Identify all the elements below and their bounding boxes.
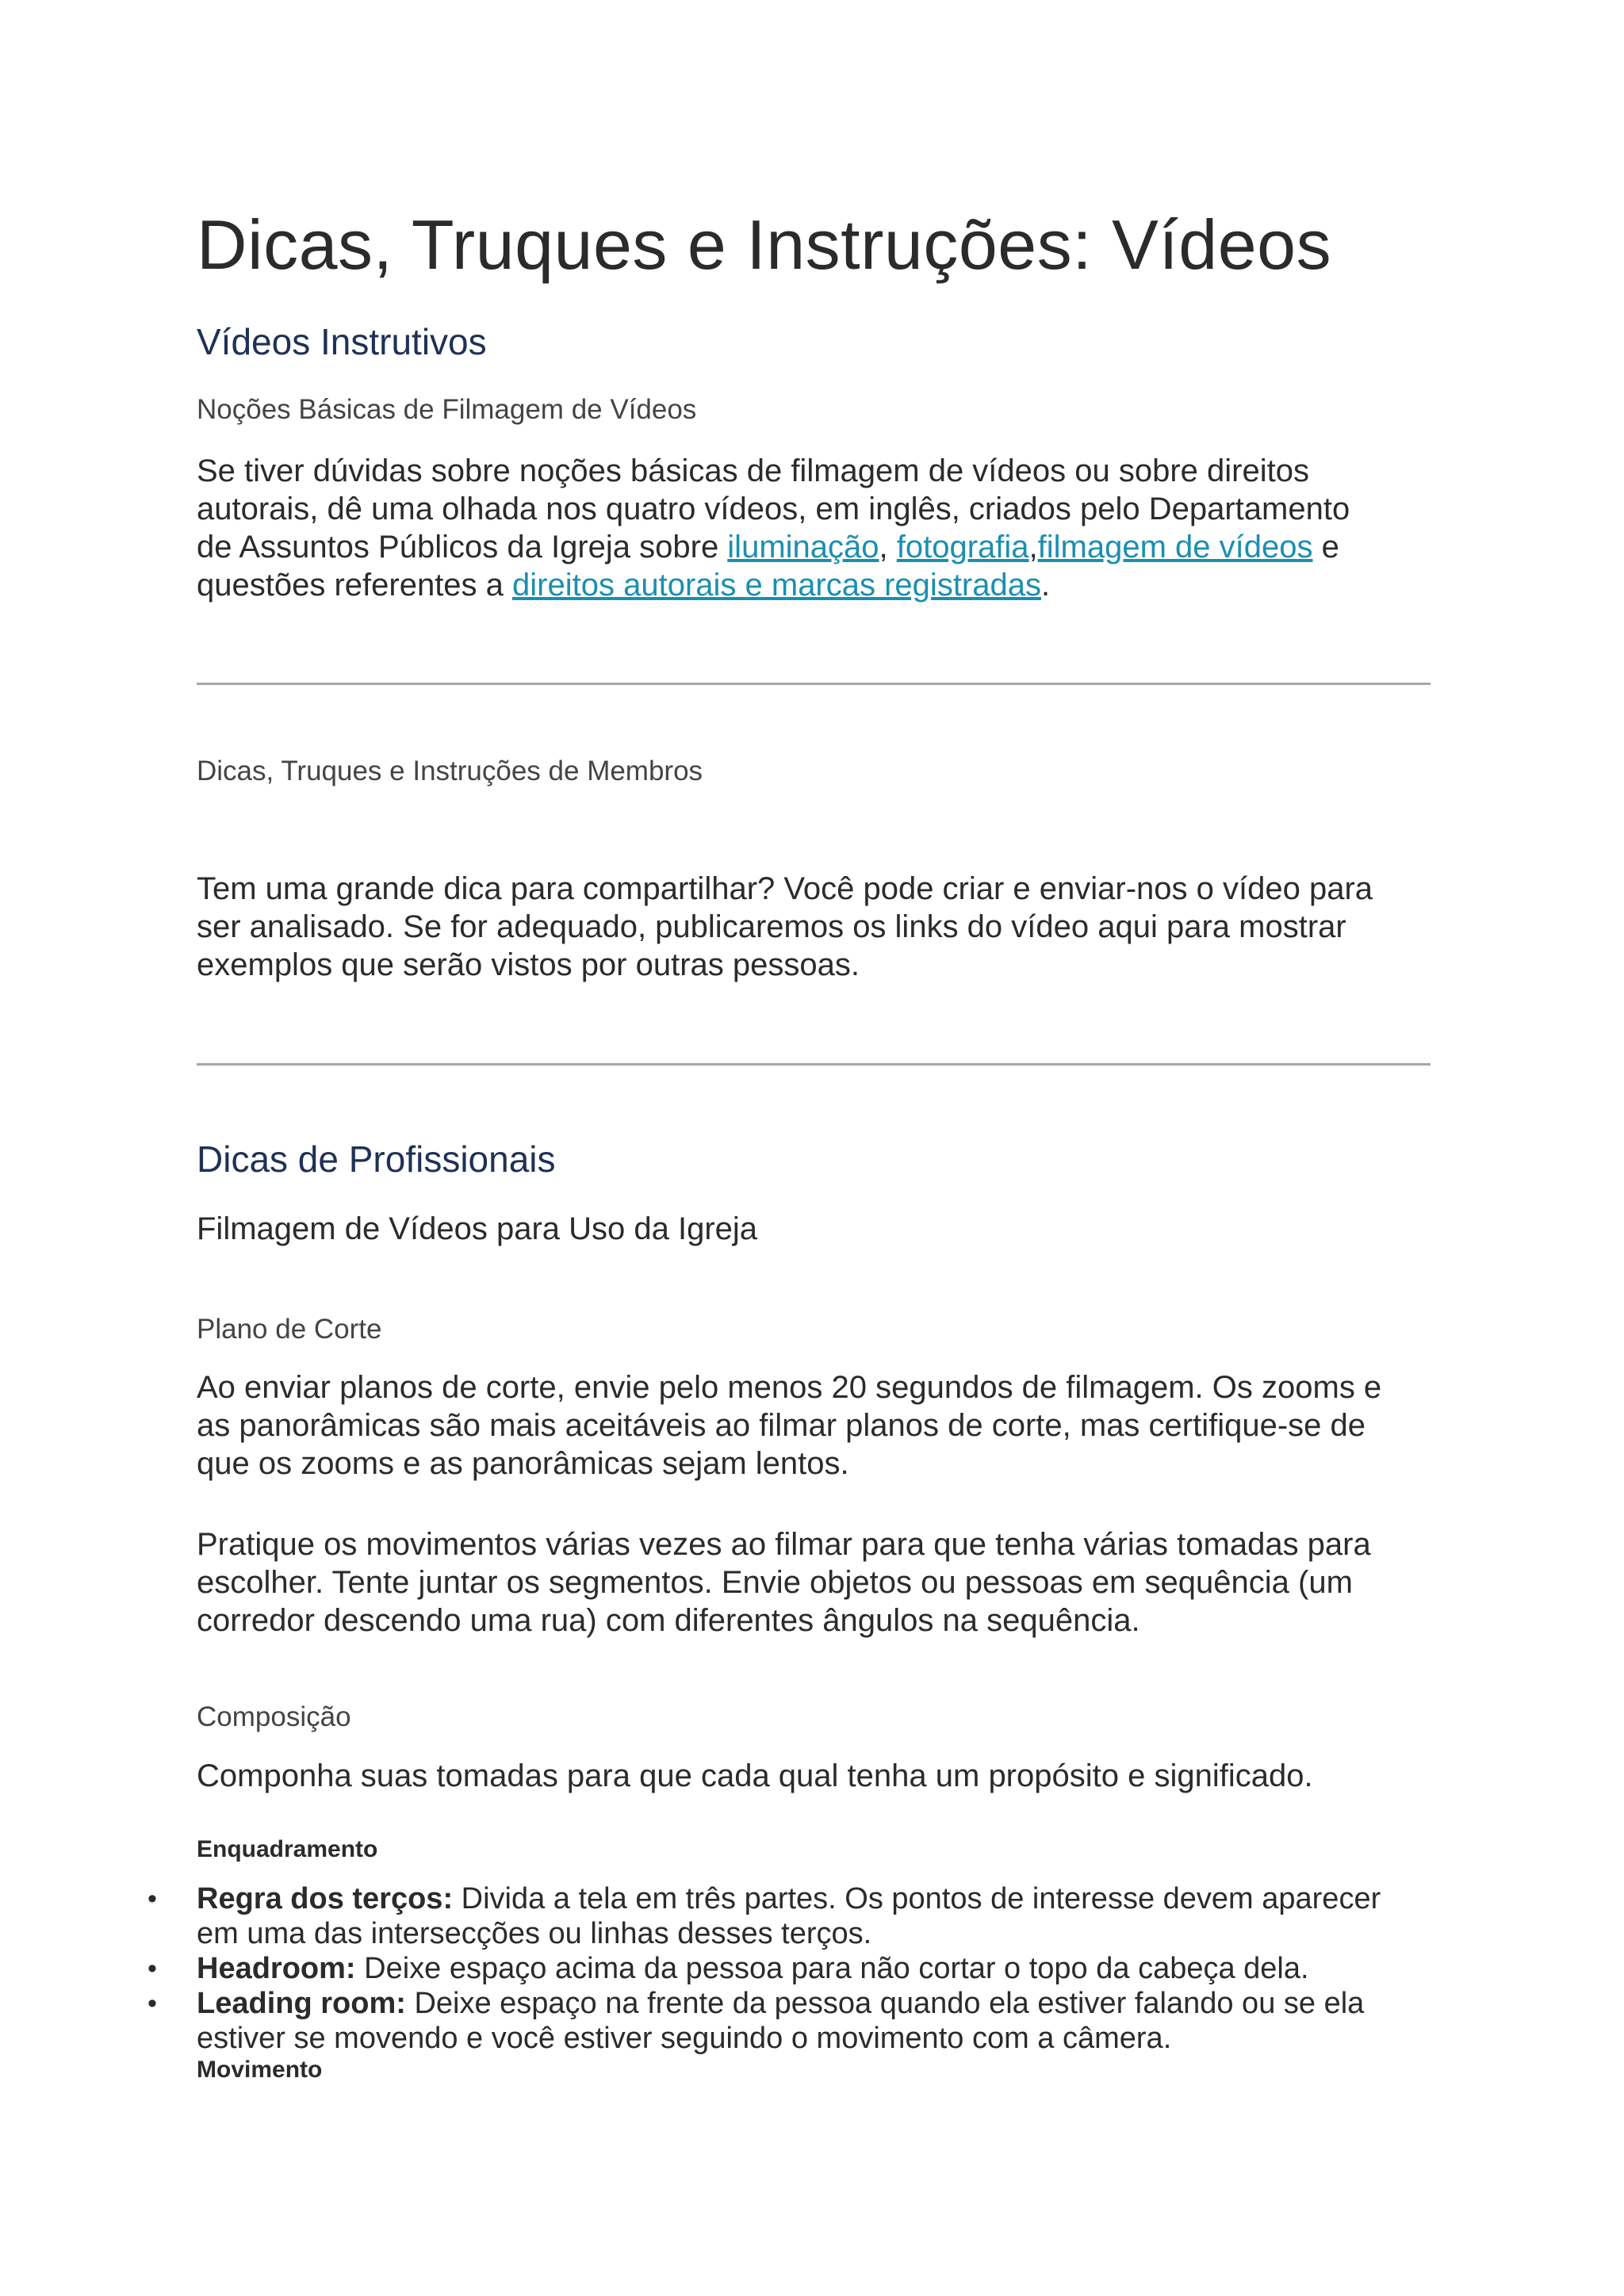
text-run: , xyxy=(1028,530,1038,564)
paragraph-line: autorais, dê uma olhada nos quatro vídeos, em inglês, criados pelo Departamento xyxy=(197,492,1350,526)
divider xyxy=(197,683,1431,685)
paragraph-line: exemplos que serão vistos por outras pessoas. xyxy=(197,947,860,982)
paragraph-line: Tem uma grande dica para compartilhar? Você pode criar e enviar-nos o vídeo para xyxy=(197,871,1373,906)
bullet-term: Leading room: xyxy=(197,1987,406,2020)
paragraph-line: Pratique os movimentos várias vezes ao filmar para que tenha várias tomadas para xyxy=(197,1527,1371,1562)
bullet-icon: • xyxy=(147,1884,157,1914)
paragraph-line: ser analisado. Se for adequado, publicaremos os links do vídeo aqui para mostrar xyxy=(197,909,1346,944)
link-photography[interactable]: fotografia xyxy=(896,530,1029,564)
paragraph-line: as panorâmicas são mais aceitáveis ao filmar planos de corte, mas certifique-se de xyxy=(197,1408,1366,1443)
text-run: , xyxy=(879,530,897,564)
paragraph-line: corredor descendo uma rua) com diferentes ângulos na sequência. xyxy=(197,1603,1140,1638)
label-framing: Enquadramento xyxy=(197,1836,378,1862)
page-title: Dicas, Truques e Instruções: Vídeos xyxy=(197,205,1332,284)
bullet-icon: • xyxy=(147,1954,157,1984)
text-run: questões referentes a xyxy=(197,568,513,603)
link-filming[interactable]: filmagem de vídeos xyxy=(1037,530,1313,564)
subheading-composition: Composição xyxy=(197,1701,351,1732)
bullet-term: Regra dos terços: xyxy=(197,1882,454,1915)
framing-bullet-list xyxy=(147,1881,1431,2056)
subheading-video-basics: Noções Básicas de Filmagem de Vídeos xyxy=(197,394,697,425)
paragraph-line xyxy=(197,566,1431,604)
subheading-cutaway: Plano de Corte xyxy=(197,1314,382,1345)
paragraph-cutaway-2 xyxy=(197,1525,1431,1640)
bullet-description: Deixe espaço na frente da pessoa quando ela estiver falando ou se ela estiver se movendo e você estiver seguindo o movimento com a câmera. xyxy=(197,1987,1365,2055)
paragraph-line: escolher. Tente juntar os segmentos. Envie objetos ou pessoas em sequência (um xyxy=(197,1565,1353,1600)
list-item xyxy=(147,1951,1431,1986)
bullet-term: Headroom: xyxy=(197,1952,356,1985)
subheading-church-filming: Filmagem de Vídeos para Uso da Igreja xyxy=(197,1211,758,1246)
paragraph-line: que os zooms e as panorâmicas sejam lentos. xyxy=(197,1446,849,1481)
text-run: de Assuntos Públicos da Igreja sobre xyxy=(197,530,728,564)
paragraph-composition: Componha suas tomadas para que cada qual tenha um propósito e significado. xyxy=(197,1758,1313,1793)
paragraph-video-basics xyxy=(197,452,1431,604)
bullet-icon: • xyxy=(147,1988,157,2019)
subheading-member-tips: Dicas, Truques e Instruções de Membros xyxy=(197,756,703,786)
list-item xyxy=(147,1881,1431,1951)
text-run: e xyxy=(1312,530,1339,564)
link-lighting[interactable]: iluminação xyxy=(727,530,879,564)
bullet-description: Divida a tela em três partes. Os pontos de interesse devem aparecer em uma das intersecções ou linhas desses terços. xyxy=(197,1882,1381,1950)
paragraph-member-tips xyxy=(197,870,1431,984)
text-run: . xyxy=(1040,568,1051,603)
bullet-description: Deixe espaço acima da pessoa para não cortar o topo da cabeça dela. xyxy=(355,1952,1309,1985)
paragraph-line: Se tiver dúvidas sobre noções básicas de filmagem de vídeos ou sobre direitos xyxy=(197,453,1309,488)
link-copyright[interactable]: direitos autorais e marcas registradas xyxy=(512,568,1041,603)
divider xyxy=(197,1063,1431,1066)
label-movement: Movimento xyxy=(197,2057,323,2083)
section-heading-instructional-videos: Vídeos Instrutivos xyxy=(197,321,487,362)
section-heading-professional-tips: Dicas de Profissionais xyxy=(197,1138,556,1180)
paragraph-line xyxy=(197,528,1431,566)
list-item xyxy=(147,1986,1431,2056)
paragraph-line: Ao enviar planos de corte, envie pelo menos 20 segundos de filmagem. Os zooms e xyxy=(197,1370,1382,1405)
paragraph-cutaway-1 xyxy=(197,1368,1431,1483)
